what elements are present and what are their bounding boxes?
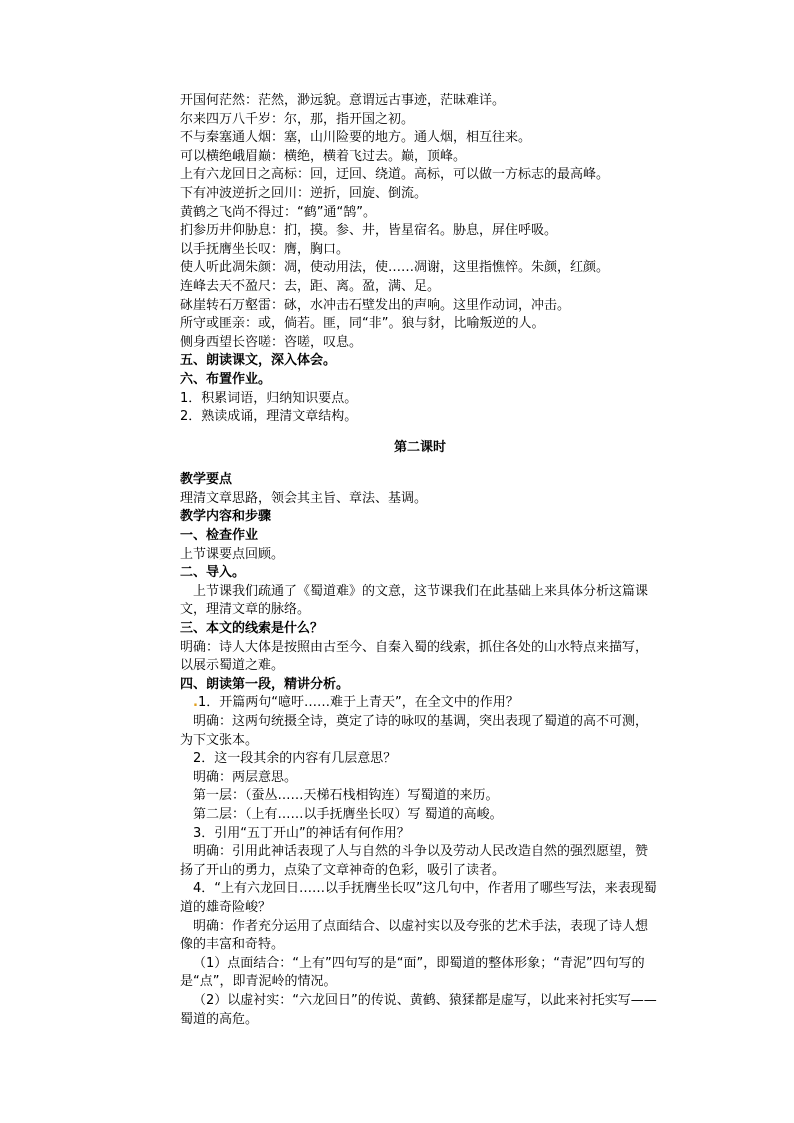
- glossary-line: 使人听此凋朱颜：凋，使动用法，使……凋谢，这里指憔悴。朱颜，红颜。: [180, 260, 610, 276]
- glossary-line: 下有冲波逆折之回川：逆折，回旋、倒流。: [180, 185, 428, 201]
- answer-layer: 第二层：（上有……以手抚膺坐长叹）写 蜀道的高峻。: [193, 806, 503, 822]
- glossary-line: 连峰去天不盈尺：去，距、离。盈，满、足。: [180, 278, 441, 294]
- section-heading: 三、本文的线索是什么？: [180, 621, 324, 637]
- section-heading: 六、布置作业。: [180, 371, 272, 387]
- content-heading: 教学内容和步骤: [180, 509, 272, 525]
- key-points-text: 理清文章思路，领会其主旨、章法、基调。: [180, 490, 428, 506]
- answer-layer: 第一层：（蚕丛……天梯石栈相钩连）写蜀道的来历。: [193, 788, 499, 804]
- homework-item: 2．熟读成诵，理清文章结构。: [180, 409, 358, 425]
- answer: 明确：引用此神话表现了人与自然的斗争以及劳动人民改造自然的强烈愿望，赞扬了开山的勇力，点染了文章神奇的色彩，吸引了读者。: [180, 844, 649, 878]
- answer: 明确：两层意思。: [193, 769, 298, 785]
- glossary-line: 黄鹤之飞尚不得过：“鹤”通“鹄”。: [180, 204, 376, 220]
- paragraph: 上节课我们疏通了《蜀道难》的文意，这节课我们在此基础上来具体分析这篇课文，理清文章的脉络。: [180, 583, 649, 618]
- question: 4．“上有六龙回日……以手抚膺坐长叹”这几句中，作者用了哪些写法，来表现蜀道的雄奇险峻？: [180, 881, 657, 915]
- key-points-heading: 教学要点: [180, 472, 233, 488]
- section-heading: 一、检查作业: [180, 528, 259, 544]
- answer-point: （2）以虚衬实：“六龙回日”的传说、黄鹤、猿猱都是虚写，以此来衬托实写——蜀道的高危。: [180, 992, 657, 1027]
- section-heading: 四、朗读第一段，精讲分析。: [180, 676, 350, 692]
- question: 3．引用“五丁开山”的神话有何作用？: [193, 825, 410, 841]
- glossary-line: 不与秦塞通人烟：塞，山川险要的地方。通人烟，相互往来。: [180, 130, 532, 146]
- glossary-line: 可以横绝峨眉巅：横绝，横着飞过去。巅，顶峰。: [180, 148, 467, 164]
- glossary-line: 以手抚膺坐长叹：膺，胸口。: [180, 241, 350, 257]
- glossary-line: 上有六龙回日之高标：回，迂回、绕道。高标，可以做一方标志的最高峰。: [180, 167, 610, 183]
- question: [180, 694, 660, 713]
- paragraph: 上节课要点回顾。: [180, 546, 285, 562]
- glossary-line: 砯崖转石万壑雷：砯，水冲击石壁发出的声响。这里作动词，冲击。: [180, 297, 571, 313]
- answer: 明确：作者充分运用了点面结合、以虚衬实以及夸张的艺术手法，表现了诗人想像的丰富和奇特。: [180, 918, 649, 953]
- answer: 明确：这两句统摄全诗，奠定了诗的咏叹的基调，突出表现了蜀道的高不可测，为下文张本。: [180, 714, 649, 748]
- paragraph: 明确：诗人大体是按照由古至今、自秦入蜀的线索，抓住各处的山水特点来描写，以展示蜀道之难。: [180, 639, 649, 674]
- section-heading: 五、朗读课文，深入体会。: [180, 353, 337, 369]
- document-page: [180, 92, 660, 1029]
- section-heading: 二、导入。: [180, 565, 246, 581]
- glossary-line: 所守或匪亲：或，倘若。匪，同“非”。狼与豺，比喻叛逆的人。: [180, 316, 545, 332]
- lesson-title: 第二课时: [393, 439, 446, 455]
- glossary-line: 扪参历井仰胁息：扪，摸。参、井，皆星宿名。胁息，屏住呼吸。: [180, 223, 558, 239]
- question-text: 1．开篇两句“噫吁……难于上青天”，在全文中的作用？: [197, 695, 519, 711]
- glossary-line: 开国何茫然：茫然，渺远貌。意谓远古事迹，茫昧难详。: [180, 93, 506, 108]
- answer-point: （1）点面结合：“上有”四句写的是“面”，即蜀道的整体形象；“青泥”四句写的是“点”，即青泥岭的情况。: [180, 955, 645, 990]
- question: 2．这一段其余的内容有几层意思？: [193, 751, 397, 767]
- glossary-line: 侧身西望长咨嗟：咨嗟，叹息。: [180, 334, 363, 350]
- glossary-line: 尔来四万八千岁：尔，那，指开国之初。: [180, 111, 415, 127]
- homework-item: 1．积累词语，归纳知识要点。: [180, 390, 358, 406]
- list-marker: .: [193, 695, 198, 711]
